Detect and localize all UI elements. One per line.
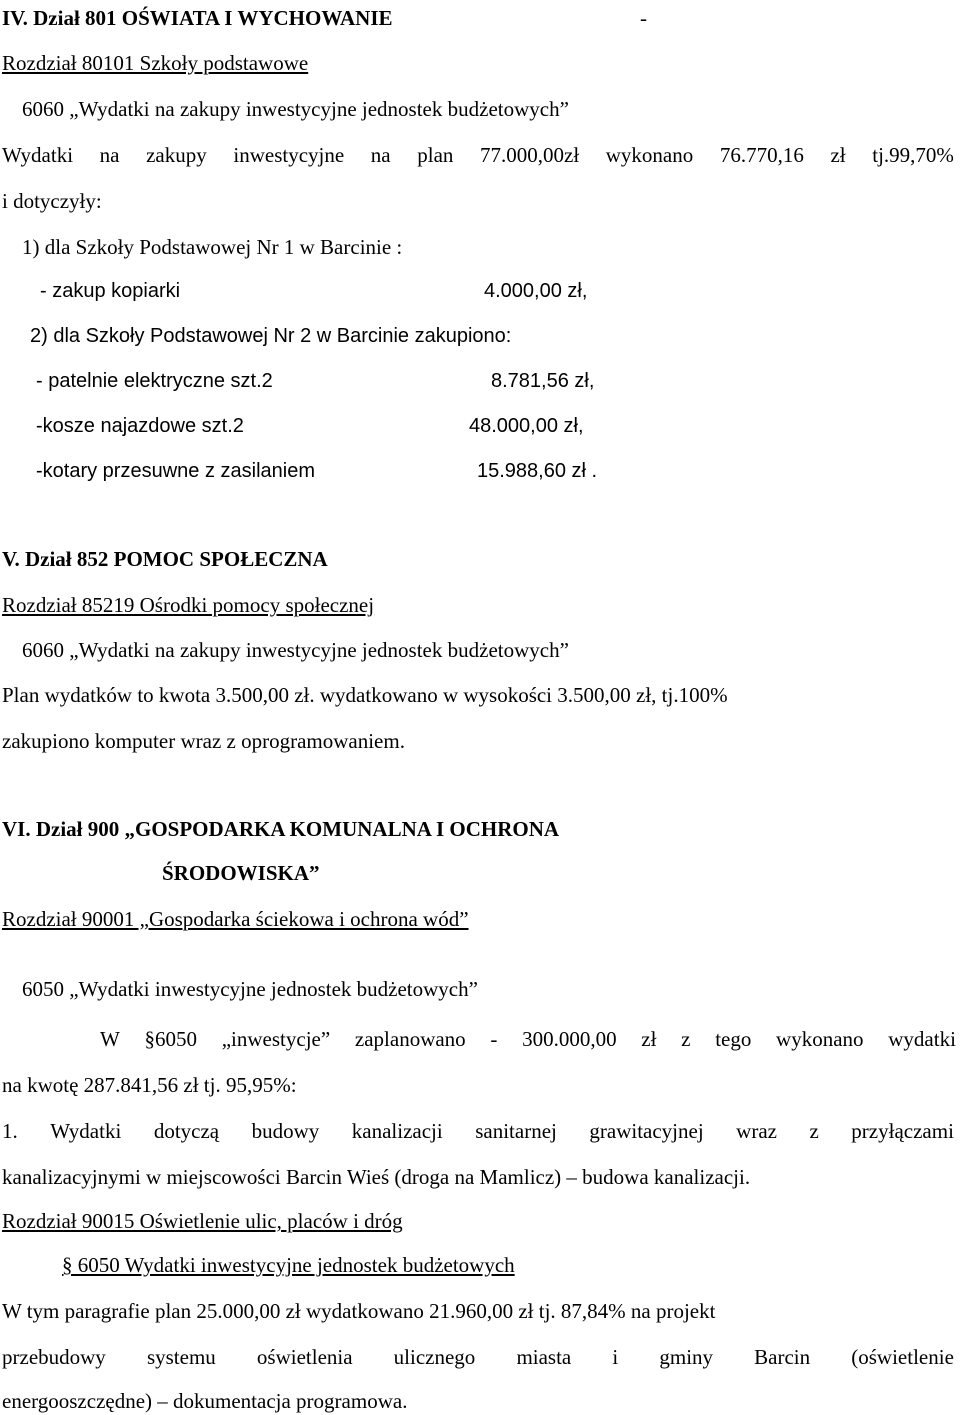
plan-line2: [2, 1344, 954, 1370]
word: -: [490, 1027, 498, 1051]
word: (oświetlenie: [851, 1345, 954, 1369]
word: kanalizacji: [351, 1119, 443, 1143]
item-2-row-label: -kotary przesuwne z zasilaniem: [36, 460, 315, 482]
word: sanitarnej: [475, 1119, 557, 1143]
point-1-line1: [2, 1118, 954, 1144]
rozdzial-90001: Rozdział 90001 „Gospodarka ściekowa i ochrona wód”: [2, 907, 469, 931]
rozdzial-80101: Rozdział 80101 Szkoły podstawowe: [2, 51, 309, 75]
word: zakupy: [146, 143, 207, 167]
section-vi-heading-cont: ŚRODOWISKA”: [162, 861, 320, 885]
section-iv-body-line1: [2, 142, 954, 168]
paragraph-6060-iv: 6060 „Wydatki na zakupy inwestycyjne jednostek budżetowych”: [22, 97, 569, 121]
word: W: [100, 1027, 120, 1051]
word: i: [612, 1345, 619, 1369]
word: Wydatki: [2, 143, 74, 167]
word: Barcin: [754, 1345, 811, 1369]
item-2-row-label: - patelnie elektryczne szt.2: [36, 370, 273, 392]
word: systemu: [146, 1345, 216, 1369]
word: 1.: [2, 1119, 18, 1143]
word: Wydatki: [50, 1119, 122, 1143]
line-kwota: na kwotę 287.841,56 zł tj. 95,95%:: [2, 1073, 297, 1097]
word: 77.000,00zł: [480, 143, 580, 167]
word: plan: [417, 143, 454, 167]
word: oświetlenia: [256, 1345, 353, 1369]
plan-line1: W tym paragrafie plan 25.000,00 zł wydatkowano 21.960,00 zł tj. 87,84% na projekt: [2, 1299, 716, 1323]
word: budowy: [251, 1119, 320, 1143]
section-vi-heading: VI. Dział 900 „GOSPODARKA KOMUNALNA I OCHRONA: [2, 817, 560, 841]
word: 76.770,16: [719, 143, 804, 167]
paragraph-6050-vi: 6050 „Wydatki inwestycyjne jednostek budżetowych”: [22, 977, 478, 1001]
plan-line3: energooszczędne) – dokumentacja programowa.: [2, 1389, 408, 1413]
paragraph-6050-lighting: § 6050 Wydatki inwestycyjne jednostek budżetowych: [62, 1253, 515, 1277]
word: §6050: [144, 1027, 198, 1051]
word: dotyczą: [153, 1119, 220, 1143]
word: wykonano: [605, 143, 694, 167]
word: zaplanowano: [354, 1027, 466, 1051]
item-2-row-amount: 48.000,00 zł,: [469, 415, 584, 437]
word: tego: [715, 1027, 752, 1051]
word: przyłączami: [851, 1119, 954, 1143]
item-2-row-amount: 15.988,60 zł .: [477, 460, 598, 482]
word: z: [681, 1027, 691, 1051]
word: grawitacyjnej: [589, 1119, 704, 1143]
section-v-body-line2: zakupiono komputer wraz z oprogramowaniem.: [2, 729, 405, 753]
section-iv-dash: -: [640, 6, 647, 30]
section-iv-body-line2: i dotyczyły:: [2, 189, 102, 213]
word: gminy: [659, 1345, 714, 1369]
word: wykonano: [776, 1027, 864, 1051]
section-iv-heading: IV. Dział 801 OŚWIATA I WYCHOWANIE: [2, 6, 393, 30]
word: tj.99,70%: [872, 143, 954, 167]
word: ulicznego: [393, 1345, 476, 1369]
item-2-row-label: -kosze najazdowe szt.2: [36, 415, 244, 437]
word: na: [99, 143, 120, 167]
word: na: [370, 143, 391, 167]
item-1-amount: 4.000,00 zł,: [484, 280, 588, 302]
paragraph-6060-v: 6060 „Wydatki na zakupy inwestycyjne jednostek budżetowych”: [22, 638, 569, 662]
section-v-heading: V. Dział 852 POMOC SPOŁECZNA: [2, 547, 328, 571]
item-2-row-amount: 8.781,56 zł,: [491, 370, 595, 392]
word: inwestycyjne: [233, 143, 345, 167]
section-v-body-line1: Plan wydatków to kwota 3.500,00 zł. wydatkowano w wysokości 3.500,00 zł, tj.100%: [2, 683, 728, 707]
item-1-label: - zakup kopiarki: [40, 280, 181, 302]
word: z: [809, 1119, 819, 1143]
rozdzial-85219: Rozdział 85219 Ośrodki pomocy społecznej: [2, 593, 375, 617]
word: miasta: [516, 1345, 572, 1369]
point-1-line2: kanalizacyjnymi w miejscowości Barcin Wieś (droga na Mamlicz) – budowa kanalizacji.: [2, 1165, 751, 1189]
word: 300.000,00: [522, 1027, 617, 1051]
word: zł: [641, 1027, 657, 1051]
item-2-school: 2) dla Szkoły Podstawowej Nr 2 w Barcinie zakupiono:: [30, 325, 512, 347]
word: wraz: [736, 1119, 777, 1143]
word: wydatki: [888, 1027, 956, 1051]
line-w6050: [100, 1026, 956, 1052]
word: zł: [830, 143, 846, 167]
word: „inwestycje”: [221, 1027, 331, 1051]
rozdzial-90015: Rozdział 90015 Oświetlenie ulic, placów i dróg: [2, 1209, 403, 1233]
item-1-school: 1) dla Szkoły Podstawowej Nr 1 w Barcinie :: [22, 235, 403, 259]
word: przebudowy: [2, 1345, 106, 1369]
